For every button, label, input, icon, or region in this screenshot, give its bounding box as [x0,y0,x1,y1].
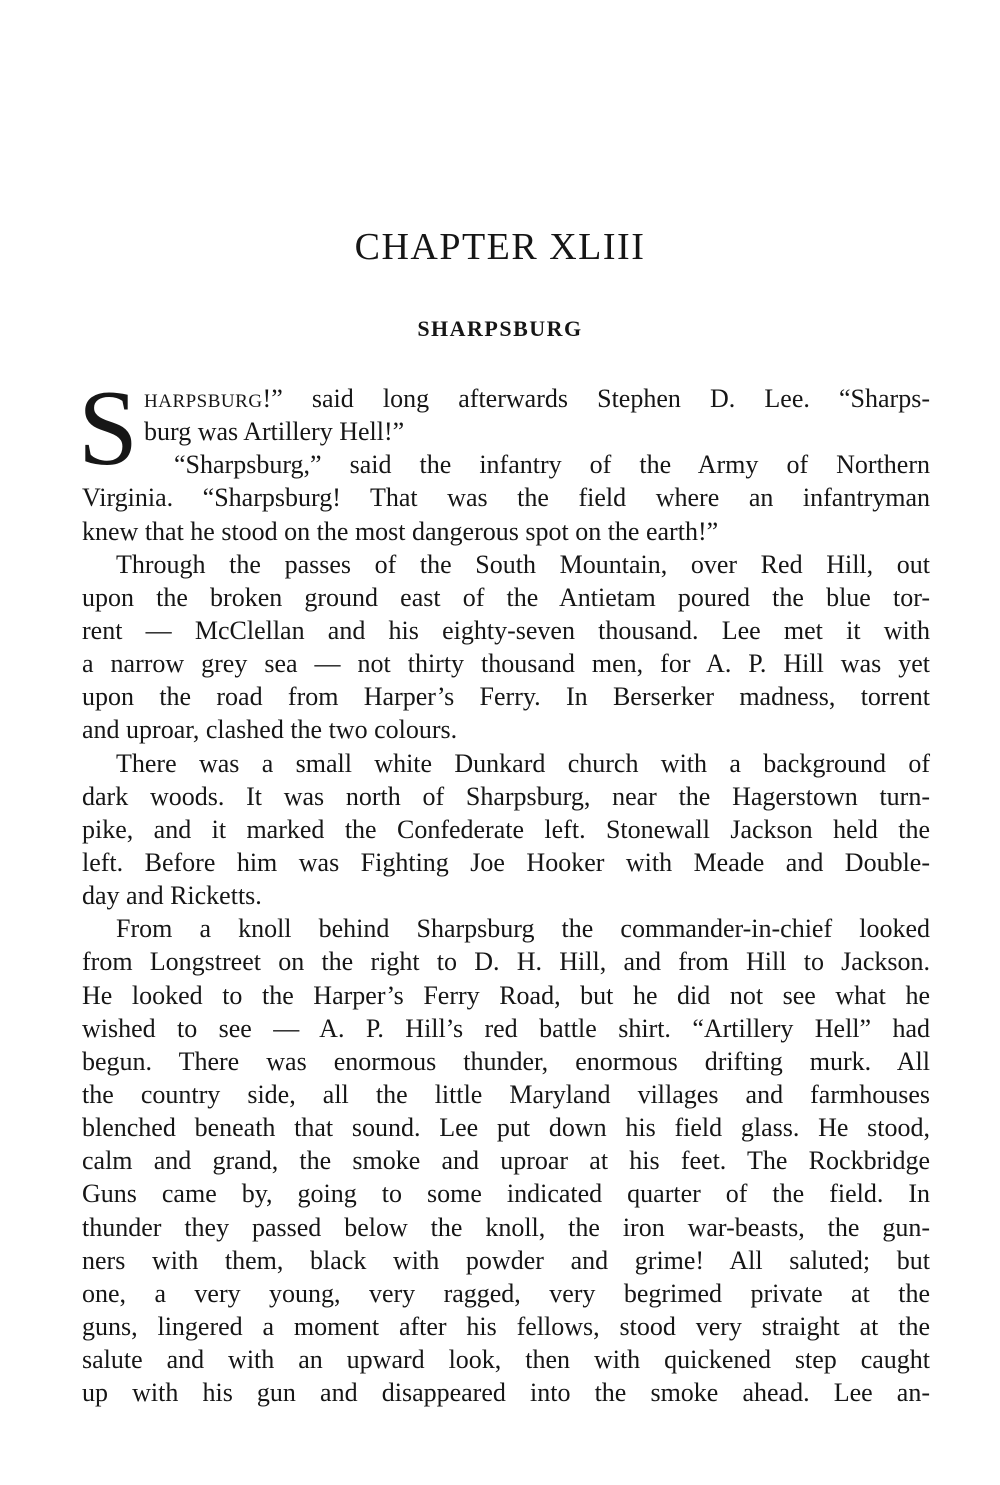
text-line: day and Ricketts. [82,881,262,911]
text-line: calm and grand, the smoke and uproar at his feet. The Rockbridge [82,1146,930,1176]
text-line: rent — McClellan and his eighty-seven thousand. Lee met it with [82,615,930,645]
line-text: !” said long afterwards Stephen D. Lee. “Sharps- [262,384,930,413]
text-line: up with his gun and disappeared into the smoke ahead. Lee an- [82,1378,930,1408]
text-line: a narrow grey sea — not thirty thousand men, for A. P. Hill was yet [82,649,930,679]
text-line [82,382,930,415]
text-line: wished to see — A. P. Hill’s red battle shirt. “Artillery Hell” had [82,1013,930,1043]
text-line: one, a very young, very ragged, very begrimed private at the [82,1278,930,1308]
text-line: Guns came by, going to some indicated quarter of the field. In [82,1179,930,1209]
chapter-title: CHAPTER XLIII [354,226,646,268]
text-line: from Longstreet on the right to D. H. Hill, and from Hill to Jackson. [82,947,930,977]
body-text [78,369,930,1409]
text-line: Virginia. “Sharpsburg! That was the field where an infantryman [82,483,930,513]
text-line: ners with them, black with powder and grime! All saluted; but [82,1245,930,1275]
text-line: “Sharpsburg,” said the infantry of the Army of Northern [174,450,930,480]
chapter-subtitle: SHARPSBURG [417,316,583,341]
text-line: He looked to the Harper’s Ferry Road, but he did not see what he [82,980,930,1010]
text-line: upon the road from Harper’s Ferry. In Berserker madness, torrent [82,682,930,712]
text-line: thunder they passed below the knoll, the iron war-beasts, the gun- [82,1212,930,1242]
text-line: guns, lingered a moment after his fellows, stood very straight at the [82,1311,930,1341]
text-line: blenched beneath that sound. Lee put down his field glass. He stood, [82,1113,930,1143]
text-line: There was a small white Dunkard church with a background of [116,748,930,778]
text-line: From a knoll behind Sharpsburg the commander-in-chief looked [116,914,930,944]
text-line: dark woods. It was north of Sharpsburg, near the Hagerstown turn- [82,781,930,811]
text-line: upon the broken ground east of the Antietam poured the blue tor- [82,582,930,612]
text-line: begun. There was enormous thunder, enormous drifting murk. All [82,1046,930,1076]
text-line: left. Before him was Fighting Joe Hooker with Meade and Double- [82,847,930,877]
small-caps-word: HARPSBURG [144,391,263,412]
text-line: and uproar, clashed the two colours. [82,715,458,745]
text-line: knew that he stood on the most dangerous spot on the earth!” [82,516,719,546]
text-line: the country side, all the little Maryland villages and farmhouses [82,1079,930,1109]
text-line: burg was Artillery Hell!” [144,417,405,447]
text-line: salute and with an upward look, then with quickened step caught [82,1345,930,1375]
text-line: Through the passes of the South Mountain, over Red Hill, out [116,549,930,579]
text-line: pike, and it marked the Confederate left. Stonewall Jackson held the [82,814,930,844]
drop-cap: S [78,369,139,488]
